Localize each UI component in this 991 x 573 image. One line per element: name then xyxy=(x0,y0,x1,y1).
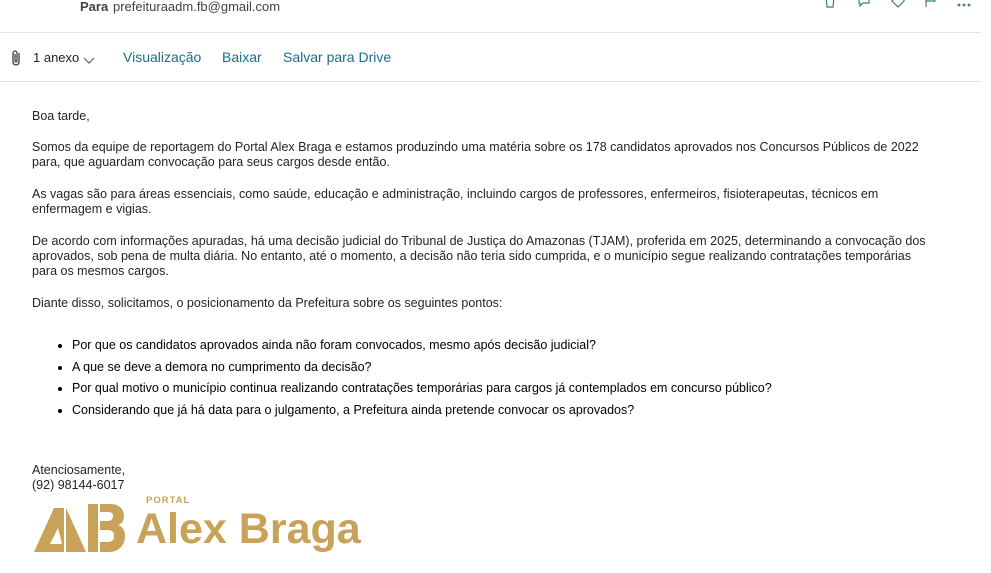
logo-name-text: Alex Braga xyxy=(136,505,361,553)
logo-mark-icon xyxy=(34,494,128,556)
flag-icon[interactable] xyxy=(923,0,937,8)
list-item: • Por qual motivo o município continua realizando contratações temporárias para cargos já contemplados em concurso público? xyxy=(72,381,772,396)
portal-logo xyxy=(34,494,394,558)
paragraph-text: Somos da equipe de reportagem do Portal Alex Braga e estamos produzindo uma matéria sobre os 178 candidatos aprovados nos Concursos Públicos de 2022 para, que aguardam convocação para seus cargos desde então. xyxy=(32,140,919,169)
paragraph-text: As vagas são para áreas essenciais, como saúde, educação e administração, incluindo cargos de professores, enfermeiros, fisioterapeutas, técnicos em enfermagem e vigias. xyxy=(32,187,879,216)
preview-link[interactable]: Visualização xyxy=(123,49,202,65)
reply-all-icon[interactable] xyxy=(857,0,871,8)
more-icon[interactable] xyxy=(957,0,971,8)
list-item: • A que se deve a demora no cumprimento da decisão? xyxy=(72,360,772,375)
email-paragraph-2 xyxy=(32,187,932,217)
closing: Atenciosamente, xyxy=(32,463,126,477)
email-paragraph-4 xyxy=(32,296,932,311)
paragraph-text: Diante disso, solicitamos, o posicionamento da Prefeitura sobre os seguintes pontos: xyxy=(32,296,503,310)
trash-icon[interactable] xyxy=(823,0,837,8)
chevron-down-icon[interactable] xyxy=(83,52,95,62)
email-paragraph-1 xyxy=(32,140,932,170)
logo-portal-text: PORTAL xyxy=(146,495,191,506)
email-paragraph-3 xyxy=(32,234,932,279)
list-item: • Considerando que já há data para o julgamento, a Prefeitura ainda pretende convocar os aprovados? xyxy=(72,403,772,418)
attachment-bar xyxy=(0,33,981,81)
to-label: Para xyxy=(80,0,109,14)
download-link[interactable]: Baixar xyxy=(222,49,262,65)
greeting-text: Boa tarde, xyxy=(32,109,90,123)
recipient-row xyxy=(0,0,991,32)
save-to-drive-link[interactable]: Salvar para Drive xyxy=(283,49,392,65)
paragraph-text: De acordo com informações apuradas, há uma decisão judicial do Tribunal de Justiça do Amazonas (TJAM), proferida em 2025, determinando a convocação dos aprovados, sob pena de multa diária. No entanto, até o momento, a decisão não teria sido cumprida, e o município segue realizando contratações temporárias para os mesmos cargos. xyxy=(32,234,926,278)
paperclip-icon xyxy=(10,49,24,67)
attachment-divider xyxy=(0,81,981,82)
list-item: • Por que os candidatos aprovados ainda não foram convocados, mesmo após decisão judicial? xyxy=(72,338,772,353)
email-greeting xyxy=(32,109,932,124)
phone-number: (92) 98144-6017 xyxy=(32,478,125,492)
to-address[interactable]: prefeituraadm.fb@gmail.com xyxy=(113,0,281,14)
questions-list xyxy=(32,338,772,424)
attachment-count[interactable]: 1 anexo xyxy=(33,50,80,65)
tag-icon[interactable] xyxy=(891,0,905,8)
